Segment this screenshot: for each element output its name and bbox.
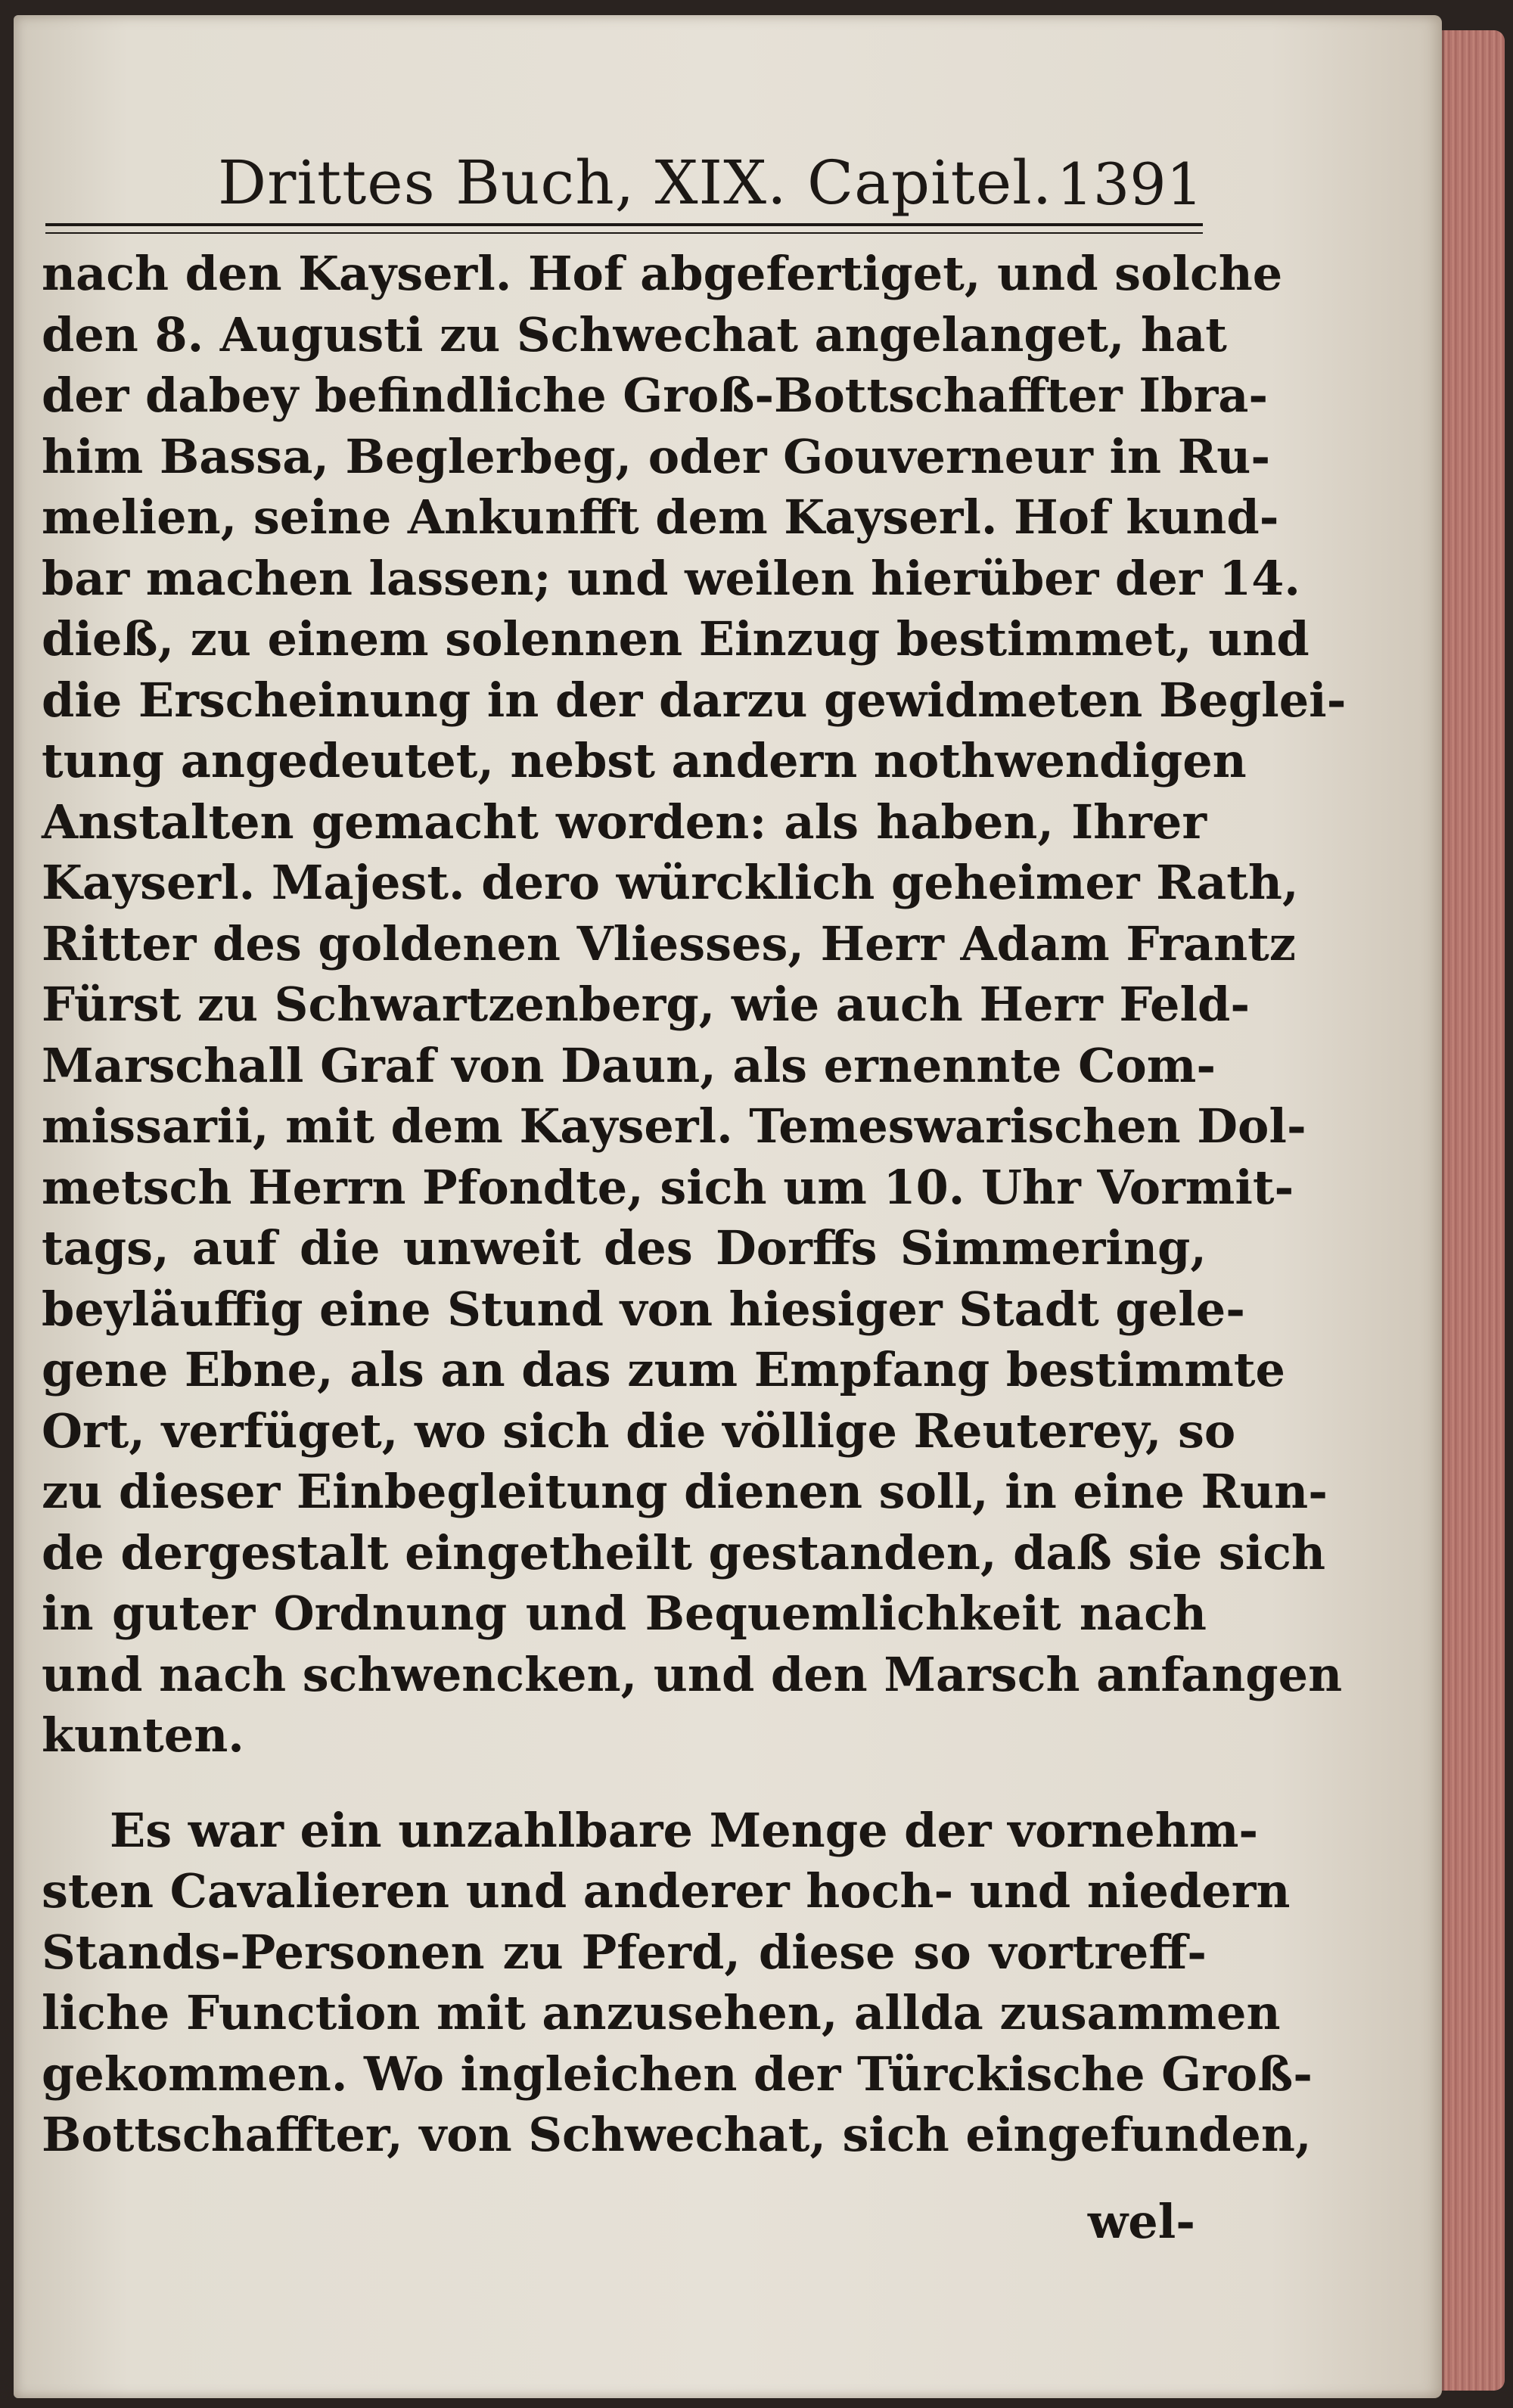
page-number: 1391 <box>1056 151 1203 218</box>
text-line: Ort, verfüget, wo sich die völlige Reuterey, so <box>42 1403 1236 1459</box>
text-line: sten Cavalieren und anderer hoch- und niedern <box>42 1863 1291 1919</box>
text-line: zu dieser Einbegleitung dienen soll, in eine Run- <box>42 1464 1328 1519</box>
catchword: wel- <box>1087 2194 1195 2249</box>
paragraph-1 <box>42 244 1347 1766</box>
text-line: Stands-Personen zu Pferd, diese so vortreff- <box>42 1924 1207 1980</box>
text-line: bar machen lassen; und weilen hierüber der 14. <box>42 550 1300 606</box>
text-line: missarii, mit dem Kayserl. Temeswarischen Dol- <box>42 1098 1306 1154</box>
text-line: kunten. <box>42 1707 244 1763</box>
text-line: tags, auf die unweit des Dorffs Simmering, <box>42 1220 1207 1275</box>
text-line: tung angedeutet, nebst andern nothwendigen <box>42 733 1247 788</box>
text-line: Marschall Graf von Daun, als ernennte Com- <box>42 1037 1216 1093</box>
text-line: in guter Ordnung und Bequemlichkeit nach <box>42 1586 1207 1641</box>
text-line: Es war ein unzahlbare Menge der vornehm- <box>110 1802 1259 1858</box>
text-line: metsch Herrn Pfondte, sich um 10. Uhr Vormit- <box>42 1159 1294 1215</box>
text-line: und nach schwencken, und den Marsch anfangen <box>42 1646 1343 1702</box>
page-edge <box>1442 30 1505 2391</box>
text-line: de dergestalt eingetheilt gestanden, daß sie sich <box>42 1524 1326 1580</box>
running-title: Drittes Buch, XIX. Capitel. <box>218 148 1053 218</box>
text-line: gene Ebne, als an das zum Empfang bestimmte <box>42 1342 1285 1397</box>
paragraph-gap <box>42 1766 1207 1801</box>
text-line: die Erscheinung in der darzu gewidmeten Beglei- <box>42 672 1347 728</box>
text-line: Fürst zu Schwartzenberg, wie auch Herr Feld- <box>42 977 1250 1032</box>
body-text <box>42 244 1347 2166</box>
text-line: gekommen. Wo ingleichen der Türckische Groß- <box>42 2046 1313 2102</box>
text-line: him Bassa, Beglerbeg, oder Gouverneur in Ru- <box>42 428 1271 484</box>
paragraph-2 <box>42 1801 1313 2166</box>
page-header <box>45 148 1203 238</box>
text-line: Anstalten gemacht worden: als haben, Ihrer <box>42 794 1207 850</box>
text-line: Kayserl. Majest. dero würcklich geheimer Rath, <box>42 855 1299 910</box>
text-line: liche Function mit anzusehen, allda zusammen <box>42 1985 1281 2040</box>
text-line: beyläuffig eine Stund von hiesiger Stadt gele- <box>42 1281 1245 1337</box>
header-rule <box>45 223 1203 234</box>
text-line: Ritter des goldenen Vliesses, Herr Adam Frantz <box>42 915 1297 971</box>
text-line: nach den Kayserl. Hof abgefertiget, und solche <box>42 246 1283 301</box>
text-line: dieß, zu einem solennen Einzug bestimmet, und <box>42 611 1310 666</box>
text-line: der dabey befindliche Groß-Bottschaffter Ibra- <box>42 368 1269 423</box>
text-line: melien, seine Ankunfft dem Kayserl. Hof kund- <box>42 489 1279 545</box>
text-line: den 8. Augusti zu Schwechat angelanget, hat <box>42 306 1227 362</box>
text-line: Bottschaffter, von Schwechat, sich eingefunden, <box>42 2107 1312 2162</box>
